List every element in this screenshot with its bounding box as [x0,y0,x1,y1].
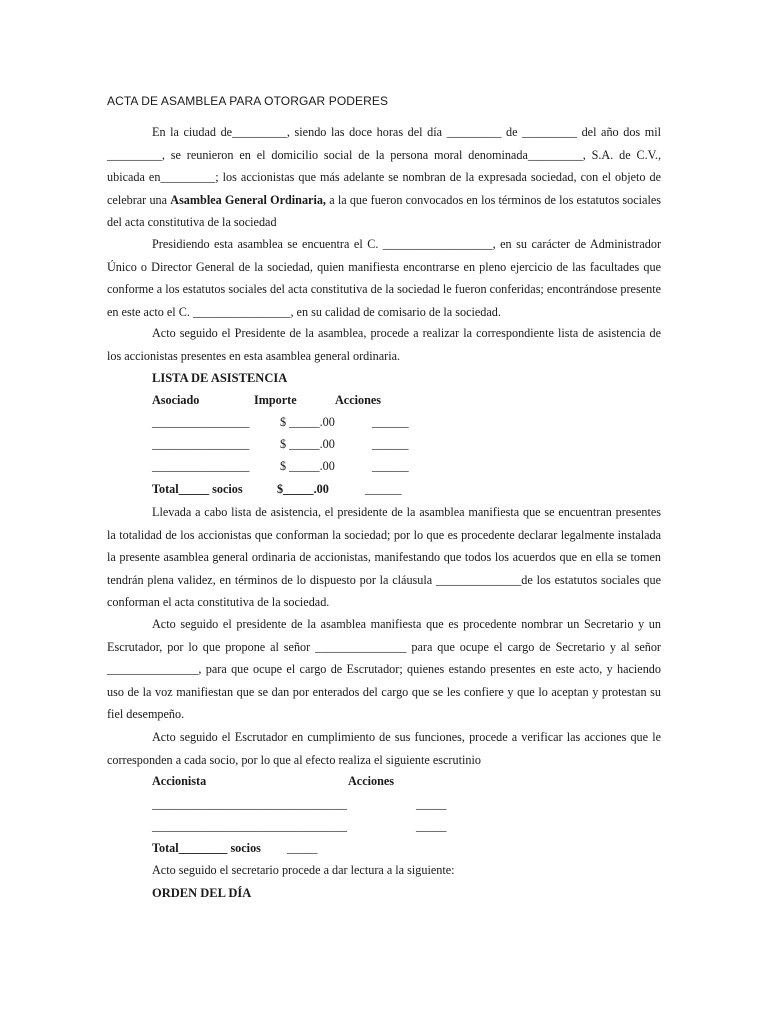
attendance-row-2-name: ________________ [152,437,250,451]
attendance-row-2-shares: ______ [372,437,409,451]
paragraph-appointments: Acto seguido el presidente de la asamblea manifiesta que es procedente nombrar un Secretario y un Escrutador, por lo que propone al señor _______________ para que ocupe el cargo de Secretario y al señor _______________, para que ocupe el cargo de Escrutador; quienes estando presentes en este acto, y haciendo uso de la voz manifiestan que se dan por enterados del cargo que se les confiere y que lo aceptan y protestan su fiel desempeño. [107,617,661,721]
attendance-total-amount: $_____.00 [277,482,329,496]
opening-text-bold: Asamblea General Ordinaria, [170,192,326,207]
scrutiny-col-shares: Acciones [348,774,395,788]
scrutiny-row-1-name: ________________________________ [152,797,347,811]
paragraph-opening [107,121,661,234]
opening-text-a: En la ciudad de_________, siendo las doce horas del día _________ de _________ del año dos mil _________, se reunieron en el domicilio social de la persona moral denominada_________, S.A. de C.V., ubicada en_________; los accionistas que más adelante se nombran de la expresada sociedad, con el objeto de celebrar una [107,125,661,207]
attendance-row-1-shares: ______ [372,415,409,429]
document-title: ACTA DE ASAMBLEA PARA OTORGAR PODERES [107,94,389,108]
attendance-row-1-amount: $ _____.00 [280,415,335,429]
scrutiny-total-shares: _____ [287,841,318,855]
scrutiny-total-label: Total________ socios [152,841,261,855]
attendance-col-amount: Importe [254,393,297,407]
scrutiny-row-2-name: ________________________________ [152,819,347,833]
scrutiny-col-shareholder: Accionista [152,774,207,788]
attendance-total-shares: ______ [365,482,402,496]
opening-text-b: a la que fueron convocados en los términos de los estatutos sociales del acta constitutiva de la sociedad [107,192,661,229]
scrutiny-row-2-shares: _____ [416,819,447,833]
paragraph-installation: Llevada a cabo lista de asistencia, el presidente de la asamblea manifiesta que se encuentran presentes la totalidad de los accionistas que conforman la sociedad; por lo que es procedente declarar legalmente instalada la presente asamblea general ordinaria de accionistas, manifestando que todos los acuerdos que en ella se tomen tendrán plena validez, en términos de lo dispuesto por la cláusula ______________de los estatutos sociales que conforman el acta constitutiva de la sociedad. [107,505,661,609]
paragraph-president: Presidiendo esta asamblea se encuentra el C. __________________, en su carácter de Administrador Único o Director General de la sociedad, quien manifiesta encontrarse en pleno ejercicio de las facultades que conforme a los estatutos sociales del acta constitutiva de la sociedad le fueron conferidas; encontrándose presente en este acto el C. ________________, en su calidad de comisario de la sociedad. [107,237,661,319]
attendance-row-3-shares: ______ [372,459,409,473]
attendance-col-associate: Asociado [152,393,200,407]
attendance-col-shares: Acciones [335,393,382,407]
paragraph-scrutiny-intro: Acto seguido el Escrutador en cumplimiento de sus funciones, procede a verificar las acciones que le corresponden a cada socio, por lo que al efecto realiza el siguiente escrutinio [107,730,661,767]
attendance-total-label: Total_____ socios [152,482,243,496]
paragraph-attendance-intro: Acto seguido el Presidente de la asamblea, procede a realizar la correspondiente lista de asistencia de los accionistas presentes en esta asamblea general ordinaria. [107,326,661,363]
paragraph-reading: Acto seguido el secretario procede a dar lectura a la siguiente: [152,863,455,877]
attendance-row-1-name: ________________ [152,415,250,429]
scrutiny-row-1-shares: _____ [416,797,447,811]
attendance-row-3-name: ________________ [152,459,250,473]
attendance-row-2-amount: $ _____.00 [280,437,335,451]
attendance-row-3-amount: $ _____.00 [280,459,335,473]
attendance-heading: LISTA DE ASISTENCIA [152,371,288,385]
agenda-heading: ORDEN DEL DÍA [152,886,252,900]
